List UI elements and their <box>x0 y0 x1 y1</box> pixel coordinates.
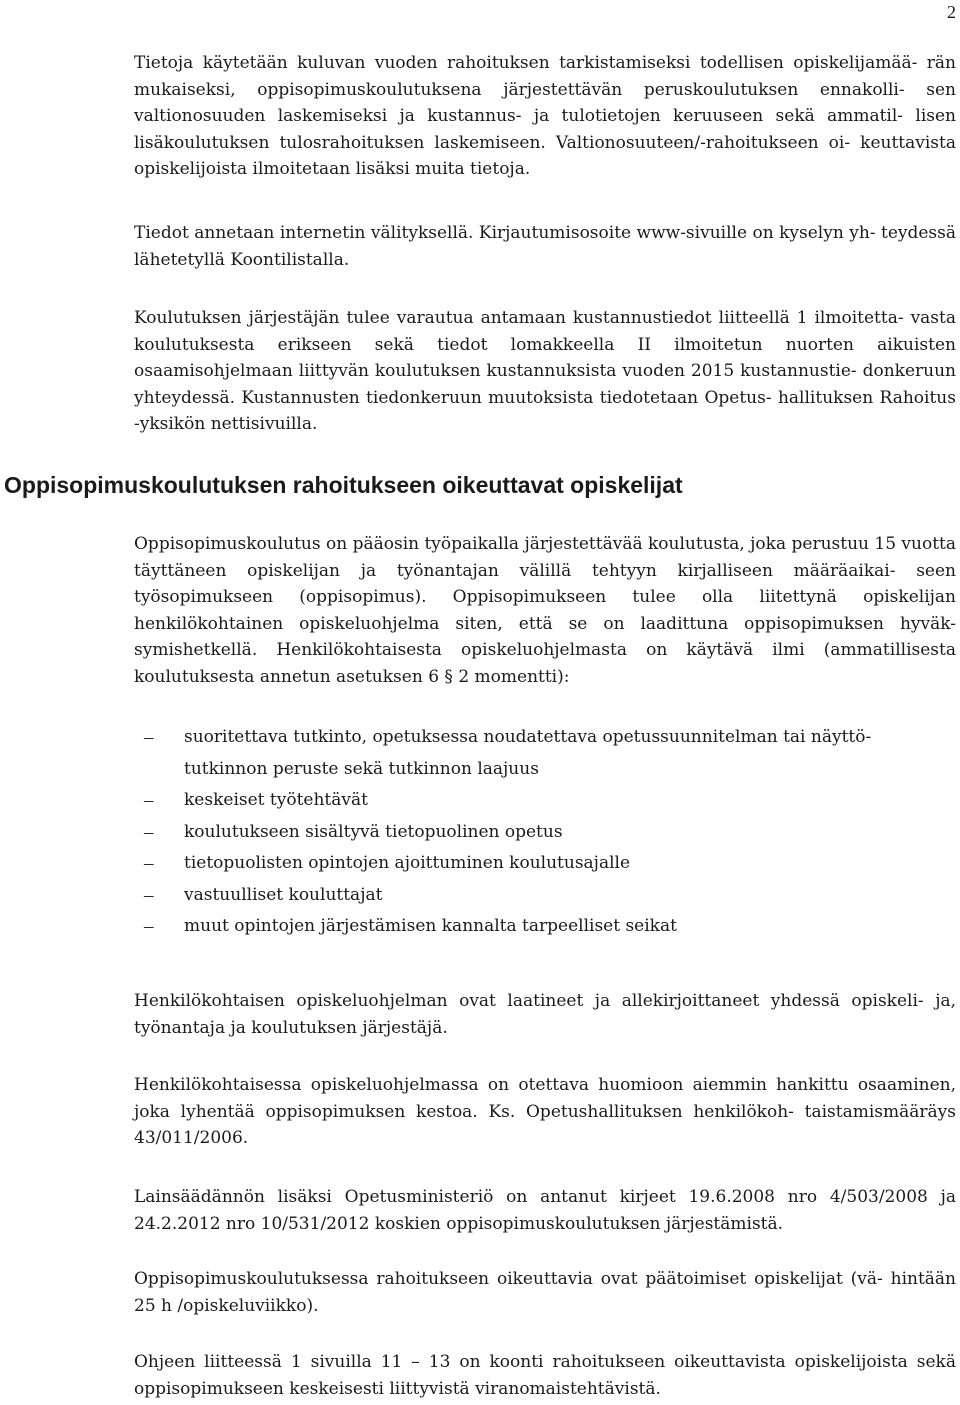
paragraph-legislation: Lainsäädännön lisäksi Opetusministeriö on antanut kirjeet 19.6.2008 nro 4/503/2008 ja 24.2.2012 nro 10/531/2012 koskien oppisopimuskoulutuksen järjestämistä. <box>134 1187 956 1234</box>
paragraph-apprenticeship-definition: Oppisopimuskoulutus on pääosin työpaikalla järjestettävää koulutusta, joka perustuu 15 vuotta täyttäneen opiskelijan ja työnantajan välillä tehtyyn kirjalliseen määräaikai- seen työsopimukseen (oppisopimus). Oppisopimukseen tulee olla liitettynä opiskelijan henkilökohtainen opiskeluohjelma siten, että se on laadittuna oppisopimuksen hyväk- symishetkellä. Henkilökohtaisesta opiskeluohjelmasta on käytävä ilmi (ammatillisesta koulutuksesta annetun asetuksen 6 § 2 momentti): <box>134 534 957 687</box>
paragraph-data-usage: Tietoja käytetään kuluvan vuoden rahoituksen tarkistamiseksi todellisen opiskelijamää- rän mukaiseksi, oppisopimuskoulutuksena järjestettävän peruskoulutuksen ennakolli- sen valtionosuuden laskemiseksi ja kustannus- ja tulotietojen keruuseen sekä ammatil- lisen lisäkoulutuksen tulosrahoituksen laskemiseen. Valtionosuuteen/-rahoitukseen oi- keuttavista opiskelijoista ilmoitetaan lisäksi muita tietoja. <box>134 53 956 179</box>
paragraph-prior-learning: Henkilökohtaisessa opiskeluohjelmassa on otettava huomioon aiemmin hankittu osaaminen, joka lyhentää oppisopimuksen kestoa. Ks. Opetushallituksen henkilökoh- taistamismääräys 43/011/2006. <box>134 1075 957 1148</box>
list-item: – koulutukseen sisältyvä tietopuolinen opetus <box>144 817 871 849</box>
list-item: – muut opintojen järjestämisen kannalta tarpeelliset seikat <box>144 911 871 943</box>
dash-bullet-icon: – <box>144 884 154 906</box>
dash-bullet-icon: – <box>144 916 154 937</box>
page-number: 2 <box>947 2 956 22</box>
paragraph-internet-submission: Tiedot annetaan internetin välityksellä. Kirjautumisosoite www-sivuille on kyselyn yh- teydessä lähetetyllä Koontilistalla. <box>134 223 957 270</box>
dash-bullet-icon: – <box>144 853 154 874</box>
paragraph-plan-signatories: Henkilökohtaisen opiskeluohjelman ovat laatineet ja allekirjoittaneet yhdessä opiskeli- ja, työnantaja ja koulutuksen järjestäjä. <box>134 991 956 1038</box>
section-heading: Oppisopimuskoulutuksen rahoitukseen oikeuttavat opiskelijat <box>4 472 683 498</box>
paragraph-cost-data: Koulutuksen järjestäjän tulee varautua antamaan kustannustiedot liitteellä 1 ilmoitetta- vasta koulutuksesta erikseen sekä tiedot lomakkeella II ilmoitetun nuorten aikuisten osaamisohjelmaan liittyvän koulutuksen kustannuksista vuoden 2015 kustannustie- donkeruun yhteydessä. Kustannusten tiedonkeruun muutoksista tiedotetaan Opetus- hallituksen Rahoitus -yksikön nettisivuilla. <box>134 308 956 434</box>
dash-bullet-icon: – <box>144 821 154 843</box>
dash-bullet-icon: – <box>144 727 154 748</box>
paragraph-appendix-reference: Ohjeen liitteessä 1 sivuilla 11 – 13 on koonti rahoitukseen oikeuttavista opiskelijoista sekä oppisopimukseen keskeisesti liittyvistä viranomaistehtävistä. <box>134 1352 956 1399</box>
dash-bullet-icon: – <box>144 790 154 811</box>
list-item: – vastuulliset kouluttajat <box>144 880 871 912</box>
list-item: – keskeiset työtehtävät <box>144 785 871 817</box>
study-plan-requirements-list <box>144 722 871 943</box>
list-item: – tietopuolisten opintojen ajoittuminen koulutusajalle <box>144 848 871 880</box>
list-item: – suoritettava tutkinto, opetuksessa noudatettava opetussuunnitelman tai näyttö- tutkinnon peruste sekä tutkinnon laajuus <box>144 722 871 785</box>
paragraph-full-time-students: Oppisopimuskoulutuksessa rahoitukseen oikeuttavia ovat päätoimiset opiskelijat (vä- hintään 25 h /opiskeluviikko). <box>134 1269 957 1316</box>
